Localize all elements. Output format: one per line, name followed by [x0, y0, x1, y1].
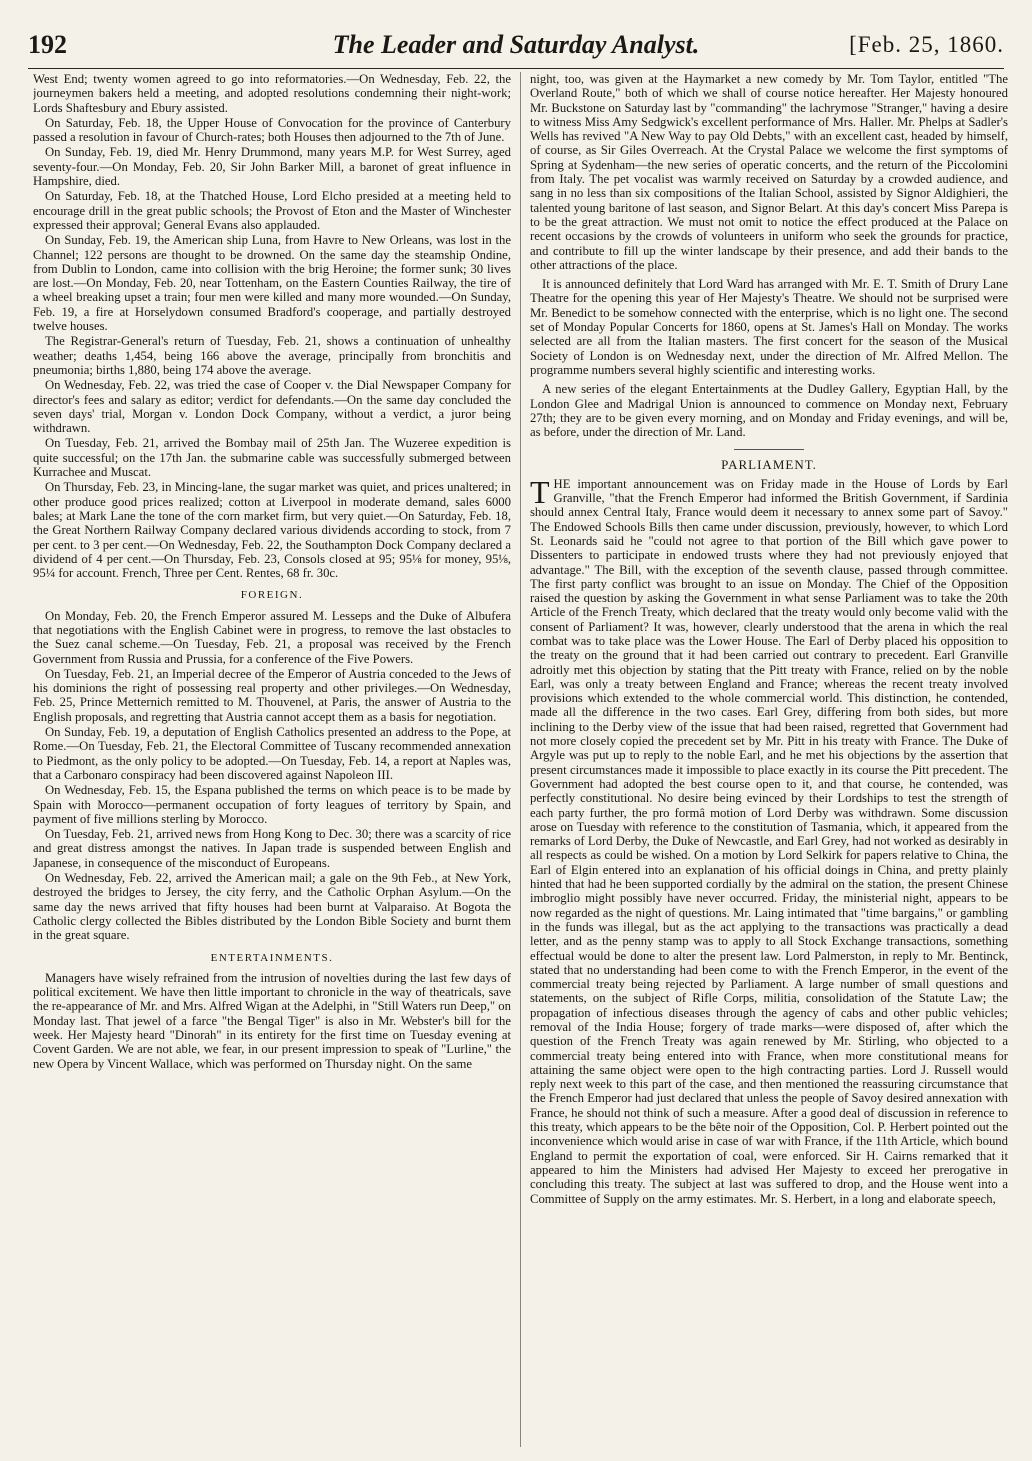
article-paragraph: On Sunday, Feb. 19, the American ship Luna, from Havre to New Orleans, was lost in the Channel; 122 persons are thought to be drowned. On the same day the steamship Ondine, from Dublin to London, came into collision with the brig Heroine; the former sunk; 30 lives are lost.—On Monday, Feb. 20, near Tottenham, on the Eastern Counties Railway, the tire of a wheel breaking upset a train; four men were killed and many more wounded.—On Sunday, Feb. 19, a fire at Horselydown consumed Bradford's cooperage, and partially destroyed twelve houses.	[33, 233, 511, 334]
article-paragraph: A new series of the elegant Entertainments at the Dudley Gallery, Egyptian Hall, by the London Glee and Madrigal Union is announced to commence on Monday next, February 27th; they are to be given every morning, and on Monday and Friday evenings, and will be, as before, under the direction of Mr. Land.	[530, 382, 1008, 440]
article-paragraph: On Tuesday, Feb. 21, arrived the Bombay mail of 25th Jan. The Wuzeree expedition is quite successful; on the 17th Jan. the submarine cable was successfully submerged between Kurrachee and Muscat.	[33, 436, 511, 480]
parliament-text: HE important announcement was on Friday made in the House of Lords by Earl Granville, "that the French Emperor had informed the British Government, if Sardinia should annex Central Italy, France would deem it necessary to annex some part of Savoy." The Endowed Schools Bills then came under discussion, previously, however, to which Lord St. Leonards said he "could not agree to that portion of the Bill which gave power to Dissenters to participate in endowed trusts where they had not previously enjoyed that advantage." The Bill, with the exception of the seventh clause, passed through committee. The first party conflict was brought to an issue on Monday. The Chief of the Opposition raised the question by asking the Government in what sense Parliament was to take the 20th Article of the French Treaty, which declared that the treaty would only become valid with the consent of Parliament? It was, however, clearly understood that the arena in which the real combat was to take place was the Lower House. The Earl of Derby placed his opposition to the treaty on the ground that it had been carried out contrary to precedent. Earl Granville adroitly met this objection by stating that the Pitt treaty with France, relied on by the noble Earl, was only a treaty between England and France; whereas the recent treaty involved provisions which extended to the whole commercial world. This distinction, he contended, made all the difference in the two cases. Earl Grey, differing from both sides, but more inclining to the Derby view of the issue that had been raised, regretted that Government had not more closely copied the precedent set by Mr. Pitt in his treaty with France. The Duke of Argyle was put up to reply to the noble Earl, and he met his objections by the assertion that present circumstances made it impossible to place exactly in its course the Pitt precedent. The Government had adopted the best course open to it, and that course, he contended, was perfectly constitutional. No desire being evinced by their Lordships to test the strength of each party further, the pro formâ motion of Lord Derby was withdrawn. Some discussion arose on Tuesday with reference to the constitution of Tasmania, which, it appeared from the remarks of Lord Derby, the Duke of Newcastle, and Earl Grey, had not worked as desirably in all respects as could be wished. On a motion by Lord Selkirk for papers relative to China, the Earl of Elgin entered into an explanation of his official doings in China, and pretty plainly hinted that had he been supported cordially by the admiral on the station, the present Chinese imbroglio might possibly have never occurred. Friday, the ministerial night, appears to be now regarded as the night of questions. Mr. Laing intimated that "time bargains," or gambling in the funds was illegal, but as the act applying to the transactions was practically a dead letter, and as the penny stamp was to apply to all Stock Exchange transactions, something effectual would be done to alter the present law. Lord Palmerston, in reply to Mr. Bentinck, stated that no understanding had been come to with the French Emperor, in the event of the commercial treaty being rejected by Parliament. A large number of small questions and statements, on the subject of Rifle Corps, militia, consolidation of the Statute Law; the propagation of infectious diseases through the agency of cabs and other public vehicles; removal of the India House; forgery of trade marks—were disposed of, after which the question of the French Treaty was again renewed by Mr. Stirling, who objected to a commercial treaty being entered into with France, when more constitutional means for attaining the same object were open to the high contracting parties. Lord J. Russell would reply next week to this part of the case, and then mentioned the reassuring circumstance that the French Emperor had just declared that unless the people of Savoy desired annexation with France, he should not think of such a measure. After a good deal of discussion in reference to this treaty, which appears to be the bête noir of the Opposition, Col. P. Herbert pointed out the inconvenience which would arise in case of war with France, if the 11th Article, which bound England to permit the exportation of coal, were enforced. Sir H. Cairns remarked that it appeared to him the Ministers had advised Her Majesty to exceed her prerogative in concluding this treaty. The subject at last was suffered to drop, and the House went into a Committee of Supply on the army estimates. Mr. S. Herbert, in a long and elaborate speech,	[530, 476, 1008, 1206]
article-paragraph: It is announced definitely that Lord Ward has arranged with Mr. E. T. Smith of Drury Lane Theatre for the opening this year of Her Majesty's Theatre. We should not be surprised were Mr. Benedict to be somehow connected with the enterprise, which is no light one. The second set of Monday Popular Concerts for 1860, opens at St. James's Hall on Monday. The works selected are all from the Italian masters. The first concert for the season of the Musical Society of London is on Wednesday next, under the direction of Mr. Alfred Mellon. The programme numbers several highly scientific and interesting works.	[530, 277, 1008, 377]
article-paragraph: On Saturday, Feb. 18, at the Thatched House, Lord Elcho presided at a meeting held to encourage drill in the great public schools; the Provost of Eton and the Master of Winchester expressed their approval; General Evans also applauded.	[33, 189, 511, 232]
issue-date: [Feb. 25, 1860.	[849, 32, 1004, 57]
article-paragraph: The Registrar-General's return of Tuesday, Feb. 21, shows a continuation of unhealthy weather; deaths 1,454, being 166 above the average, principally from bronchitis and pneumonia; births 1,880, being 174 above the average.	[33, 334, 511, 377]
right-column	[530, 72, 1008, 1447]
foreign-paragraph: On Wednesday, Feb. 15, the Espana published the terms on which peace is to be made by Spain with Morocco—permanent occupation of forty leagues of territory by Spain, and payment of five millions sterling by Morocco.	[33, 783, 511, 826]
article-paragraph: On Thursday, Feb. 23, in Mincing-lane, the sugar market was quiet, and prices unaltered; in other produce good prices realized; cotton at Liverpool in moderate demand, sales 6000 bales; at Mark Lane the tone of the corn market firm, but very quiet.—On Saturday, Feb. 18, the Great Northern Railway Company declared various dividends according to stock, from 7 per cent. to 3 per cent.—On Wednesday, Feb. 22, the Southampton Dock Company declared a dividend of 4 per cent.—On Thursday, Feb. 23, Consols closed at 95; 95⅛ for money, 95⅛, 95¼ for account. French, Three per Cent. Rentes, 68 fr. 30c.	[33, 480, 511, 581]
section-heading-entertainments: ENTERTAINMENTS.	[210, 951, 334, 964]
left-column	[33, 72, 511, 1447]
article-paragraph: On Sunday, Feb. 19, died Mr. Henry Drummond, many years M.P. for West Surrey, aged seventy-four.—On Monday, Feb. 20, Sir John Barker Mill, a baronet of great influence in Hampshire, died.	[33, 145, 511, 189]
foreign-paragraph: On Sunday, Feb. 19, a deputation of English Catholics presented an address to the Pope, at Rome.—On Tuesday, Feb. 21, the Electoral Committee of Tuscany recommended annexation to Piedmont, as the only policy to be adopted.—On Tuesday, Feb. 14, a report at Naples was, that a Carbonaro conspiracy had been discovered against Napoleon III.	[33, 725, 511, 782]
section-divider	[734, 449, 804, 450]
article-paragraph: On Wednesday, Feb. 22, was tried the case of Cooper v. the Dial Newspaper Company for director's fees and salary as editor; verdict for defendants.—On the same day concluded the seven days' trial, Morgan v. London Dock Company, without a verdict, a juror being withdrawn.	[33, 378, 511, 436]
article-paragraph: West End; twenty women agreed to go into reformatories.—On Wednesday, Feb. 22, the journeymen bakers held a meeting, and adopted resolutions condemning their night-work; Lords Shaftesbury and Ebury assisted.	[33, 72, 511, 115]
foreign-paragraph: On Tuesday, Feb. 21, arrived news from Hong Kong to Dec. 30; there was a scarcity of rice and great distress amongst the natives. In Japan trade is suspended between English and Japanese, in consequence of the misconduct of Europeans.	[33, 827, 511, 870]
masthead	[28, 28, 1004, 69]
section-heading-foreign: FOREIGN.	[240, 589, 304, 602]
foreign-paragraph: On Monday, Feb. 20, the French Emperor assured M. Lesseps and the Duke of Albufera that negotiations with the English Cabinet were in progress, to remove the last obstacles to the Suez canal scheme.—On Tuesday, Feb. 21, a proposal was received by the French Government from Russia and Prussia, for a conference of the Five Powers.	[33, 608, 511, 666]
parliament-paragraph	[530, 473, 1008, 1206]
entertainments-paragraph: Managers have wisely refrained from the intrusion of novelties during the last few days of political excitement. We have then little important to chronicle in the way of theatricals, save the re-appearance of Mr. and Mrs. Alfred Wigan at the Adelphi, in "Still Waters run Deep," on Monday last. That jewel of a farce "the Bengal Tiger" is also in Mr. Webster's bill for the week. Her Majesty heard "Dinorah" in its entirety for the first time on Tuesday evening at Covent Garden. We are not able, we fear, in our present impression to speak of "Lurline," the new Opera by Vincent Wallace, which was performed on Thursday night. On the same	[33, 970, 511, 1071]
drop-cap: T	[530, 473, 550, 510]
foreign-paragraph: On Tuesday, Feb. 21, an Imperial decree of the Emperor of Austria conceded to the Jews of his dominions the right of possessing real property and other privileges.—On Wednesday, Feb. 25, Prince Metternich remitted to M. Thouvenel, at Paris, the answer of Austria to the English proposals, and regretting that Austria cannot accept them as a basis for negotiation.	[33, 666, 511, 724]
article-paragraph: On Saturday, Feb. 18, the Upper House of Convocation for the province of Canterbury passed a resolution in favour of Church-rates; both Houses then adjourned to the 7th of June.	[33, 115, 511, 145]
section-heading-parliament: PARLIAMENT.	[721, 457, 817, 473]
page-number: 192	[28, 30, 67, 59]
column-divider	[520, 72, 521, 1447]
entertainments-continued-paragraph: night, too, was given at the Haymarket a new comedy by Mr. Tom Taylor, entitled "The Overland Route," both of which we shall of course notice hereafter. Her Majesty honoured Mr. Buckstone on Saturday last by "commanding" the lachrymose "Stranger," having a desire to witness Miss Amy Sedgwick's excellent performance of Mrs. Haller. Mr. Phelps at Sadler's Wells has revived "A New Way to pay Old Debts," with an excellent cast, headed by himself, of course, as Sir Giles Overreach. At the Crystal Palace we welcome the first symptoms of Spring at Sydenham—the new series of operatic concerts, and the return of the Piccolomini from Italy. The pet vocalist was warmly received on Saturday by a crowded audience, and sang in no less than six compositions of the Italian School, assisted by Signor Aldighieri, the talented young baritone of last season, and Signor Belart. At this day's concert Miss Parepa is to be the great attraction. We must not omit to notice the effect produced at the Palace on recent occasions by the crowds of volunteers in uniform who seek the grounds for practice, and contribute to fill up the winter landscape by their presence, and add their bands to the other attractions of the place.	[530, 72, 1008, 272]
foreign-paragraph: On Wednesday, Feb. 22, arrived the American mail; a gale on the 9th Feb., at New York, destroyed the bridges to Jersey, the city ferry, and the Catholic Orphan Asylum.—On the same day the news arrived that fifty houses had been burnt at Valparaiso. At Bogota the Catholic clergy collected the Bibles distributed by the London Bible Society and burnt them in the great square.	[33, 871, 511, 943]
journal-title: The Leader and Saturday Analyst.	[332, 30, 700, 59]
